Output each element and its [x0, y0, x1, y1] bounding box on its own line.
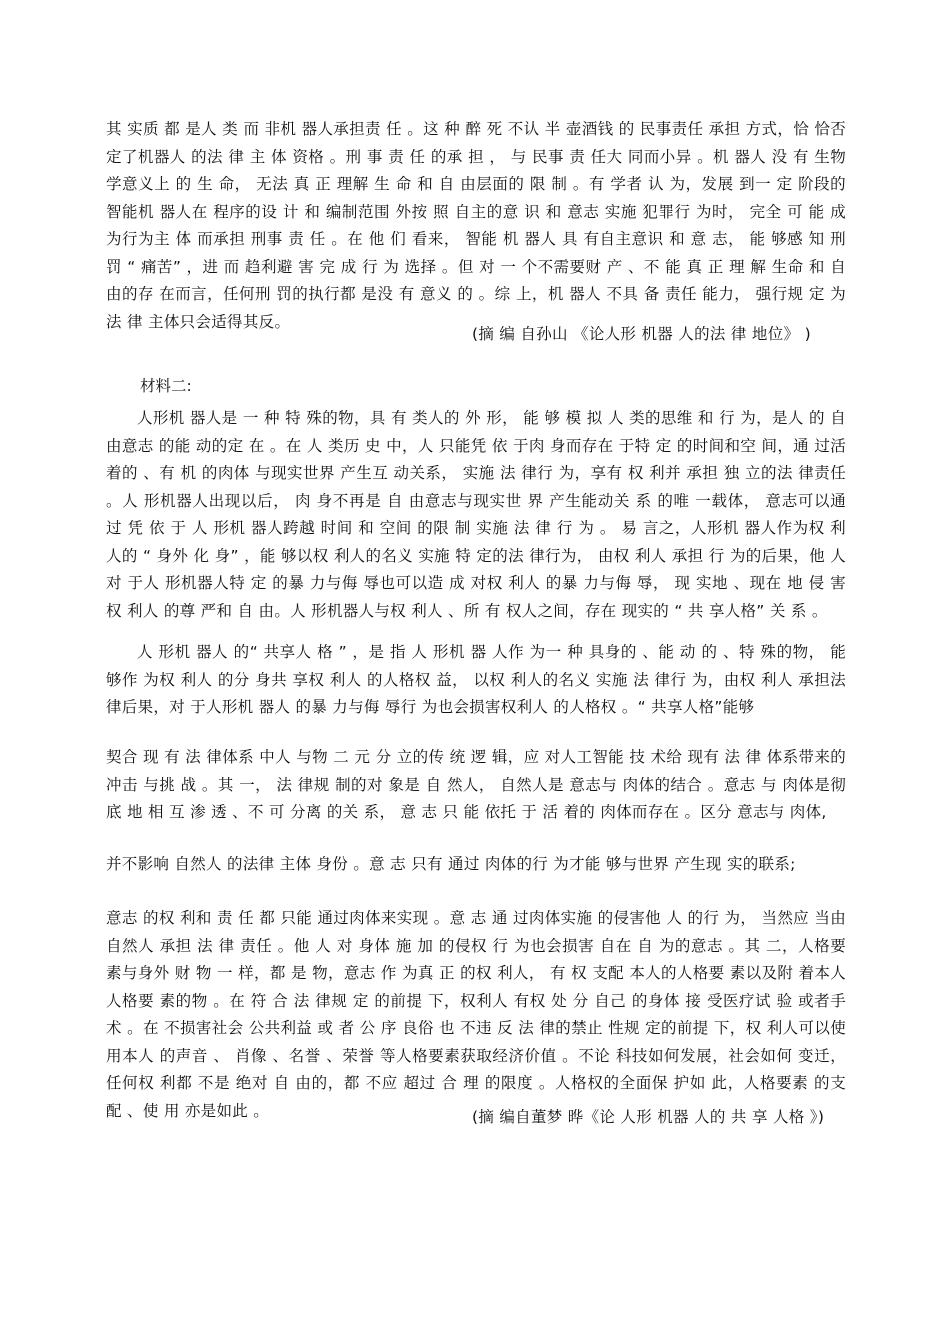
paragraph-subject-identity: 并不影响 自然人 的法律 主体 身份 。意 志 只有 通过 肉体的行 为才能 够与世界 产生现 实的联系; — [106, 855, 796, 873]
section-label-material-two: 材料二: — [140, 377, 192, 395]
source-citation-one: (摘 编 自孙山 《论人形 机器 人的法 律 地位》 ) — [472, 325, 811, 343]
paragraph-shared-personality: 人 形机 器人 的“ 共享人 格 ” ，是 指 人 形机 器 人作 为一 种 具身的 、能 动 的 、特 殊的物， 能够作 为权 利人 的分 身共 享权 利人 的人格权 益， 以权 利人的名义 实施 法 律行 为，由权 利人 承担法律后果，对 于人形机 器人 的暴 力与侮 辱行 为也会损害权利人 的人格权 。“ 共享人格”能够 — [106, 643, 846, 716]
paragraph-rights-and-duties: 意志 的权 利和 责 任 都 只能 通过肉体来实现 。意 志 通 过肉体实施 的侵害他 人 的行 为， 当然应 当由 自然人 承担 法 律 责任 。他 人 对 身体 施 加 的侵权 行 为也会损害 自在 自 为的意志 。其 二，人格要素与身外 财 物 一 样，都 是 物，意志 作 为真 正 的权 利人， 有 权 支配 本人的人格要 素以及附 着本人人格要 素的物 。在 符 合 法 律规 定 的前提 下，权利人 有权 处 分 自己 的身体 接 受医疗试 验 或者手 术 。在 不损害社会 公共利益 或 者 公 序 良俗 也 不违 反 法 律的禁止 性规 定的前提 下，权 利人可以使 用本人 的声音 、 肖像 、名誉 、荣誉 等人格要素获取经济价值 。不论 科技如何发展，社会如何 变迁，任何权 利都 不是 绝对 自 由的，都 不应 超过 合 理 的限度 。人格权的全面保 护如 此，人格要素 的支 配 、使 用 亦是如此 。 — [106, 909, 846, 1120]
source-citation-two: (摘 编自董梦 晔《论 人形 机器 人的 共 享 人格 》) — [472, 1108, 825, 1126]
paragraph-material-one-conclusion: 其 实质 都 是人 类 而 非机 器人承担责 任 。这 种 醉 死 不认 半 壶酒钱 的 民事责任 承担 方式，恰 恰否定了机器人 的法 律 主 体 资格 。刑 事 责 任 的承 担 ， 与 民事 责 任大 同而小异 。机 器人 没 有 生物学意义上 的 生 命， 无法 真 正 理解 生 命 和 自 由层面的 限 制 。有 学者 认 为，发展 到一 定 阶段的智能机 器人在 程序的设 计 和 编制范围 外按 照 自主的意 识 和 意志 实施 犯罪行 为时， 完全 可 能 成 为行为主 体 而承担 刑事 责 任 。在 他 们 看来， 智能 机 器人 具 有自主意识 和 意 志， 能 够感 知 刑罚 “ 痛苦” ，进 而 趋利避 害 完 成 行 为 选择 。但 对 一 个不需要财 产 、不 能 真 正 理 解 生命 和 自 由的存 在而言，任何刑 罚的执行都 是没 有 意义 的 。综 上，机 器人 不具 备 责任 能力， 强行规 定 为法 律 主体只会适得其反。 — [106, 120, 846, 331]
paragraph-legal-system: 契合 现 有 法 律体系 中人 与物 二 元 分 立的传 统 逻 辑，应 对人工智能 技 术给 现有 法 律 体系带来的冲击 与挑 战 。其 一， 法 律规 制的对 象是 自 然人， 自然人是 意志与 肉体的结合 。意志 与 肉体是彻底 地 相 互 渗 透 、不 可 分离 的关 系， 意 志 只 能 依托 于 活 着的 肉体而存在 。区分 意志与 肉体, — [106, 748, 846, 821]
paragraph-material-two-first: 人形机 器人是 一 种 特 殊的物，具 有 类人的 外 形， 能 够 模 拟 人 类的思维 和 行 为，是人 的 自由意志 的能 动的定 在 。在 人 类历 史 中，人 只能凭 依 于肉 身而存在 于特 定 的时间和空 间，通 过活着的 、有 机 的肉体 与现实世界 产生互 动关系， 实施 法 律行 为，享有 权 利并 承担 独 立的法 律责任 。人 形机器人出现以后， 肉 身不再是 自 由意志与现实世 界 产生能动关 系 的唯 一载体， 意志可以通 过 凭 依 于 人 形机 器人跨越 时间 和 空间 的限 制 实施 法 律 行 为 。 易 言之，人形机 器人作为权 利人的 “ 身外 化 身” ，能 够以权 利人的名义 实施 特 定的法 律行为， 由权 利人 承担 行 为的后果，他 人对 于人 形机器人特 定 的暴 力与侮 辱也可以造 成 对权 利人 的暴 力与侮 辱， 现 实地 、现在 地 侵 害权 利人 的尊 严和 自 由。人 形机器人与权 利人 、所 有 权人之间，存在 现实的 “ 共 享人格” 关 系 。 — [106, 409, 846, 620]
